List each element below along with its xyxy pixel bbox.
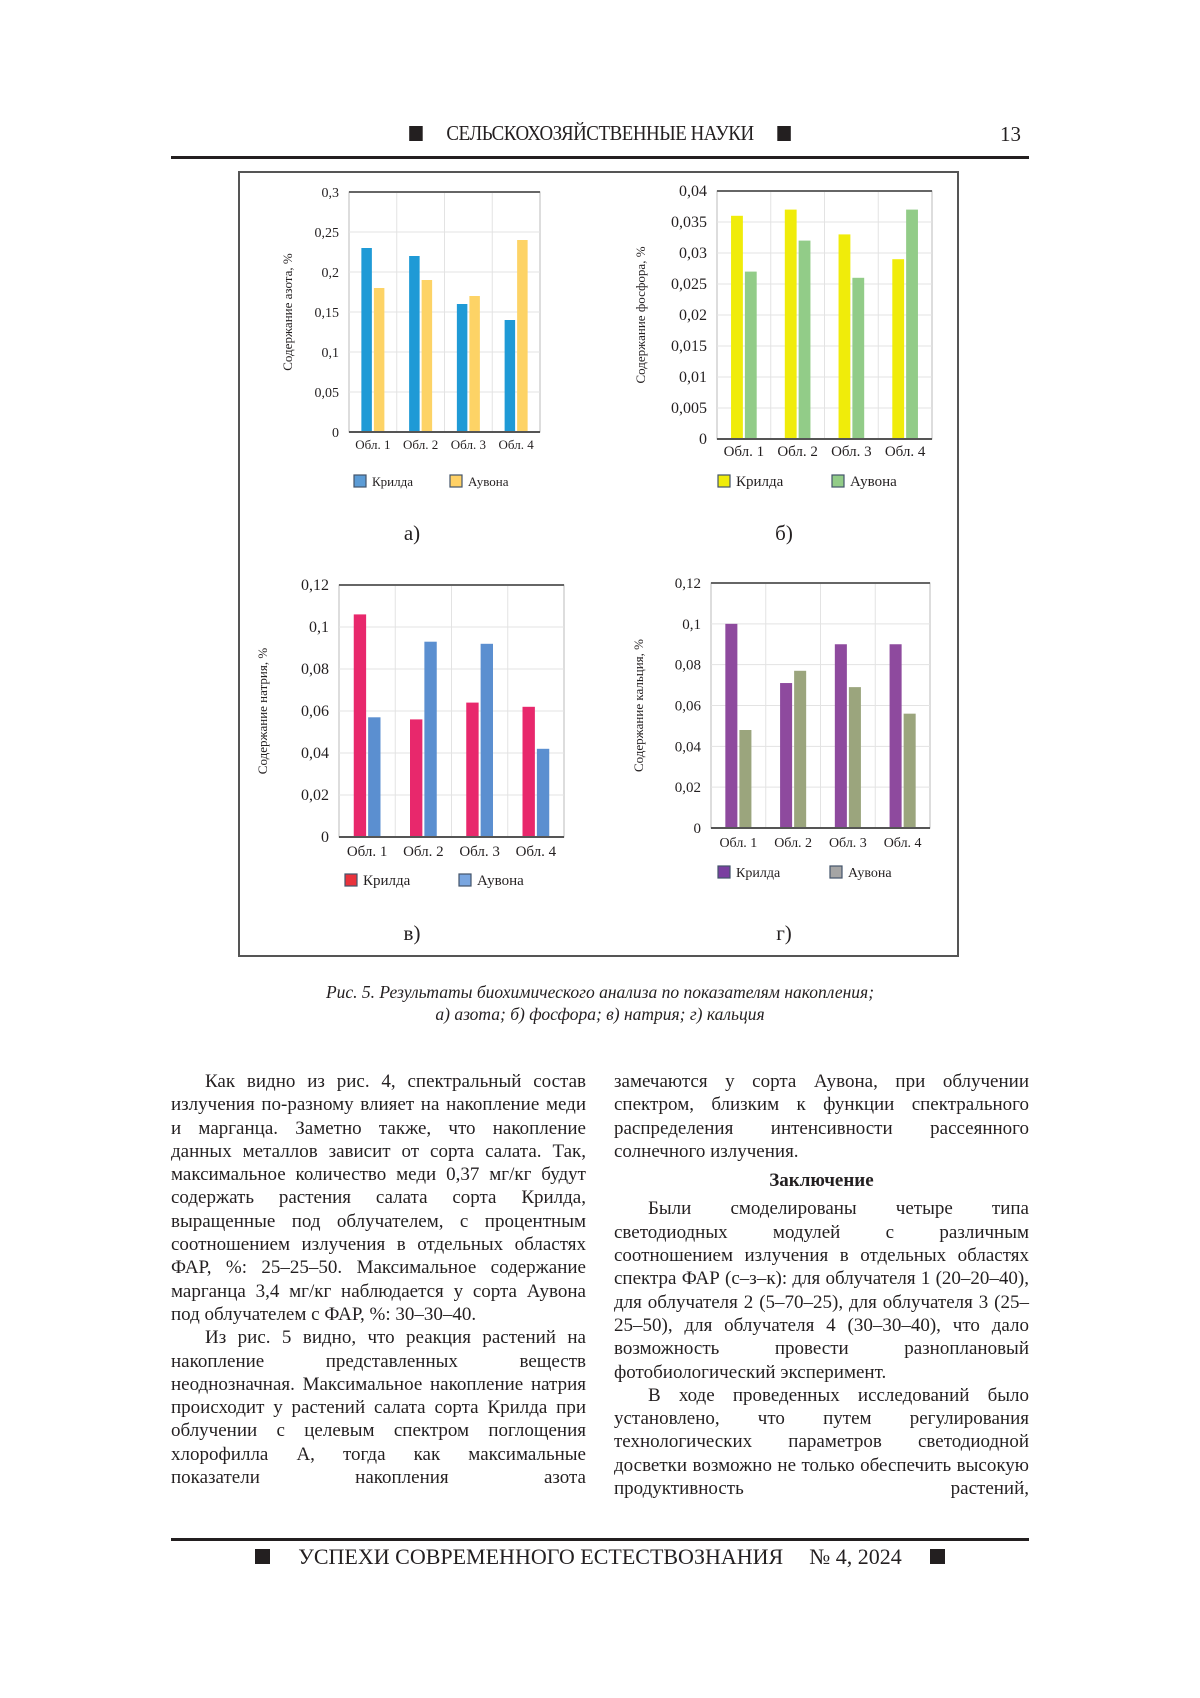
panel-letter: в) (404, 921, 421, 945)
y-tick-label: 0,12 (301, 577, 329, 594)
bar-auvona (906, 210, 918, 439)
y-tick-label: 0,1 (322, 346, 340, 361)
y-tick-label: 0,02 (675, 780, 701, 796)
page-number: 13 (1000, 122, 1021, 147)
x-category-label: Обл. 4 (516, 844, 557, 860)
footer-rule (171, 1538, 1029, 1541)
legend-swatch (345, 874, 357, 886)
y-tick-label: 0 (694, 821, 702, 837)
y-tick-label: 0,02 (301, 787, 329, 804)
y-tick-label: 0,025 (671, 276, 707, 293)
panel-letter: г) (776, 921, 792, 945)
bar-auvona (739, 730, 751, 828)
bar-krilda (466, 703, 478, 837)
bar-krilda (505, 320, 516, 432)
legend-swatch (354, 475, 366, 487)
paragraph: Как видно из рис. 4, спектральный состав излучения по-разному влияет на накопление меди и марганца. Заметно также, что накопление данных металлов зависит от сорта салата. Так, максимальное количество меди 0,37 мг/кг будут содержать растения салата сорта Крилда, выращенные под облучателем, с процентным соотношением излучения в отдельных областях ФАР, %: 25–25–50. Максимальное содержание марганца 3,4 мг/кг наблюдается у сорта Аувона под облучателем с ФАР, %: 30–30–40. (171, 1070, 586, 1326)
y-tick-label: 0,04 (675, 739, 702, 755)
y-tick-label: 0,03 (679, 245, 707, 262)
bar-krilda (725, 624, 737, 828)
legend-label: Крилда (372, 474, 413, 489)
paragraph: замечаются у сорта Аувона, при облучении спектром, близким к функции спектрального распределения интенсивности рассеянного солнечного излучения. (614, 1070, 1029, 1163)
paragraph: Были смоделированы четыре типа светодиодных модулей с различным соотношением излучения в отдельных областях спектра ФАР (с–з–к): для облучателя 1 (20–20–40), для облучателя 2 (5–70–25), для облучателя 3 (25–25–50), для облучателя 4 (30–30–40), что дало возможность провести разноплановый фотобиологический эксперимент. (614, 1197, 1029, 1383)
legend-swatch (459, 874, 471, 886)
x-category-label: Обл. 1 (347, 844, 388, 860)
y-axis-label: Содержание кальция, % (631, 639, 646, 772)
y-tick-label: 0,06 (301, 703, 329, 720)
bar-auvona (481, 644, 493, 837)
panel-letter: а) (404, 521, 420, 545)
figure-caption-line-1: Рис. 5. Результаты биохимического анализа по показателям накопления; (171, 982, 1029, 1003)
issue-number: № 4, 2024 (809, 1544, 902, 1569)
bar-krilda (354, 614, 366, 837)
y-tick-label: 0,04 (301, 745, 329, 762)
x-category-label: Обл. 4 (884, 836, 922, 851)
x-category-label: Обл. 4 (885, 444, 926, 460)
legend-label: Крилда (736, 474, 784, 490)
x-category-label: Обл. 3 (829, 836, 867, 851)
figure-caption-line-2: а) азота; б) фосфора; в) натрия; г) кальция (171, 1004, 1029, 1025)
y-tick-label: 0 (321, 829, 329, 846)
bar-auvona (745, 272, 757, 439)
bar-auvona (799, 241, 811, 439)
legend-label: Аувона (848, 866, 892, 881)
journal-name: УСПЕХИ СОВРЕМЕННОГО ЕСТЕСТВОЗНАНИЯ (298, 1544, 783, 1569)
bar-krilda (409, 256, 420, 432)
bar-auvona (852, 278, 864, 439)
x-category-label: Обл. 4 (499, 437, 535, 452)
y-tick-label: 0,1 (309, 619, 329, 636)
legend-swatch (450, 475, 462, 487)
x-category-label: Обл. 2 (403, 437, 438, 452)
y-tick-label: 0,035 (671, 214, 707, 231)
bar-auvona (424, 642, 436, 837)
bar-krilda (731, 216, 743, 439)
bar-auvona (904, 714, 916, 828)
legend-swatch (830, 866, 842, 878)
y-tick-label: 0,15 (315, 306, 340, 321)
paragraph: В ходе проведенных исследований было установлено, что путем регулирования технологических параметров светодиодной досветки возможно не только обеспечить высокую продуктивность растений, (614, 1384, 1029, 1500)
journal-page (0, 0, 1200, 1698)
paragraph: Из рис. 5 видно, что реакция растений на накопление представленных веществ неоднозначная. Максимальное накопление натрия происходит у растений салата сорта Крилда при облучении с целевым спектром поглощения хлорофилла А, тогда как максимальные показатели накопления азота (171, 1326, 586, 1489)
bar-krilda (410, 719, 422, 837)
y-tick-label: 0,25 (315, 226, 340, 241)
legend-label: Крилда (736, 866, 781, 881)
y-tick-label: 0,005 (671, 400, 707, 417)
figure-charts (0, 0, 1200, 1000)
panel-letter: б) (775, 521, 793, 545)
x-category-label: Обл. 1 (724, 444, 765, 460)
y-tick-label: 0,08 (675, 658, 701, 674)
y-tick-label: 0,2 (322, 266, 340, 281)
bar-krilda (523, 707, 535, 837)
bar-auvona (368, 717, 380, 837)
bar-auvona (849, 687, 861, 828)
y-tick-label: 0,05 (315, 386, 340, 401)
y-tick-label: 0 (699, 431, 707, 448)
legend-label: Аувона (477, 873, 524, 889)
y-tick-label: 0,04 (679, 183, 707, 200)
x-category-label: Обл. 2 (403, 844, 444, 860)
x-category-label: Обл. 1 (355, 437, 390, 452)
bar-auvona (517, 240, 528, 432)
y-axis-label: Содержание азота, % (280, 253, 295, 371)
bar-krilda (361, 248, 372, 432)
x-category-label: Обл. 1 (719, 836, 757, 851)
bar-auvona (374, 288, 385, 432)
x-category-label: Обл. 2 (777, 444, 818, 460)
bar-krilda (839, 234, 851, 439)
y-axis-label: Содержание натрия, % (255, 648, 270, 775)
y-tick-label: 0,015 (671, 338, 707, 355)
running-footer (171, 1544, 1029, 1570)
legend-swatch (718, 866, 730, 878)
legend-label: Аувона (468, 474, 509, 489)
x-category-label: Обл. 3 (831, 444, 872, 460)
legend-label: Аувона (850, 474, 897, 490)
y-tick-label: 0,1 (682, 617, 701, 633)
y-tick-label: 0,3 (322, 186, 340, 201)
bar-auvona (537, 749, 549, 837)
bar-auvona (422, 280, 433, 432)
y-tick-label: 0,01 (679, 369, 707, 386)
bar-krilda (785, 210, 797, 439)
y-tick-label: 0,02 (679, 307, 707, 324)
bar-auvona (469, 296, 480, 432)
right-column (614, 1070, 1029, 1500)
x-category-label: Обл. 3 (459, 844, 500, 860)
y-tick-label: 0 (332, 426, 339, 441)
section-title: СЕЛЬСКОХОЗЯЙСТВЕННЫЕ НАУКИ (446, 121, 753, 145)
y-tick-label: 0,08 (301, 661, 329, 678)
bar-krilda (780, 683, 792, 828)
bar-krilda (892, 259, 904, 439)
left-column (171, 1070, 586, 1489)
section-heading: Заключение (614, 1169, 1029, 1192)
bar-krilda (890, 644, 902, 828)
square-bullet-icon (930, 1549, 945, 1564)
legend-label: Крилда (363, 873, 411, 889)
bar-auvona (794, 671, 806, 828)
y-axis-label: Содержание фосфора, % (633, 246, 648, 383)
bar-krilda (457, 304, 468, 432)
x-category-label: Обл. 3 (451, 437, 486, 452)
y-tick-label: 0,12 (675, 576, 701, 592)
bar-krilda (835, 644, 847, 828)
square-bullet-icon (255, 1549, 270, 1564)
x-category-label: Обл. 2 (774, 836, 812, 851)
y-tick-label: 0,06 (675, 699, 702, 715)
legend-swatch (832, 475, 844, 487)
legend-swatch (718, 475, 730, 487)
